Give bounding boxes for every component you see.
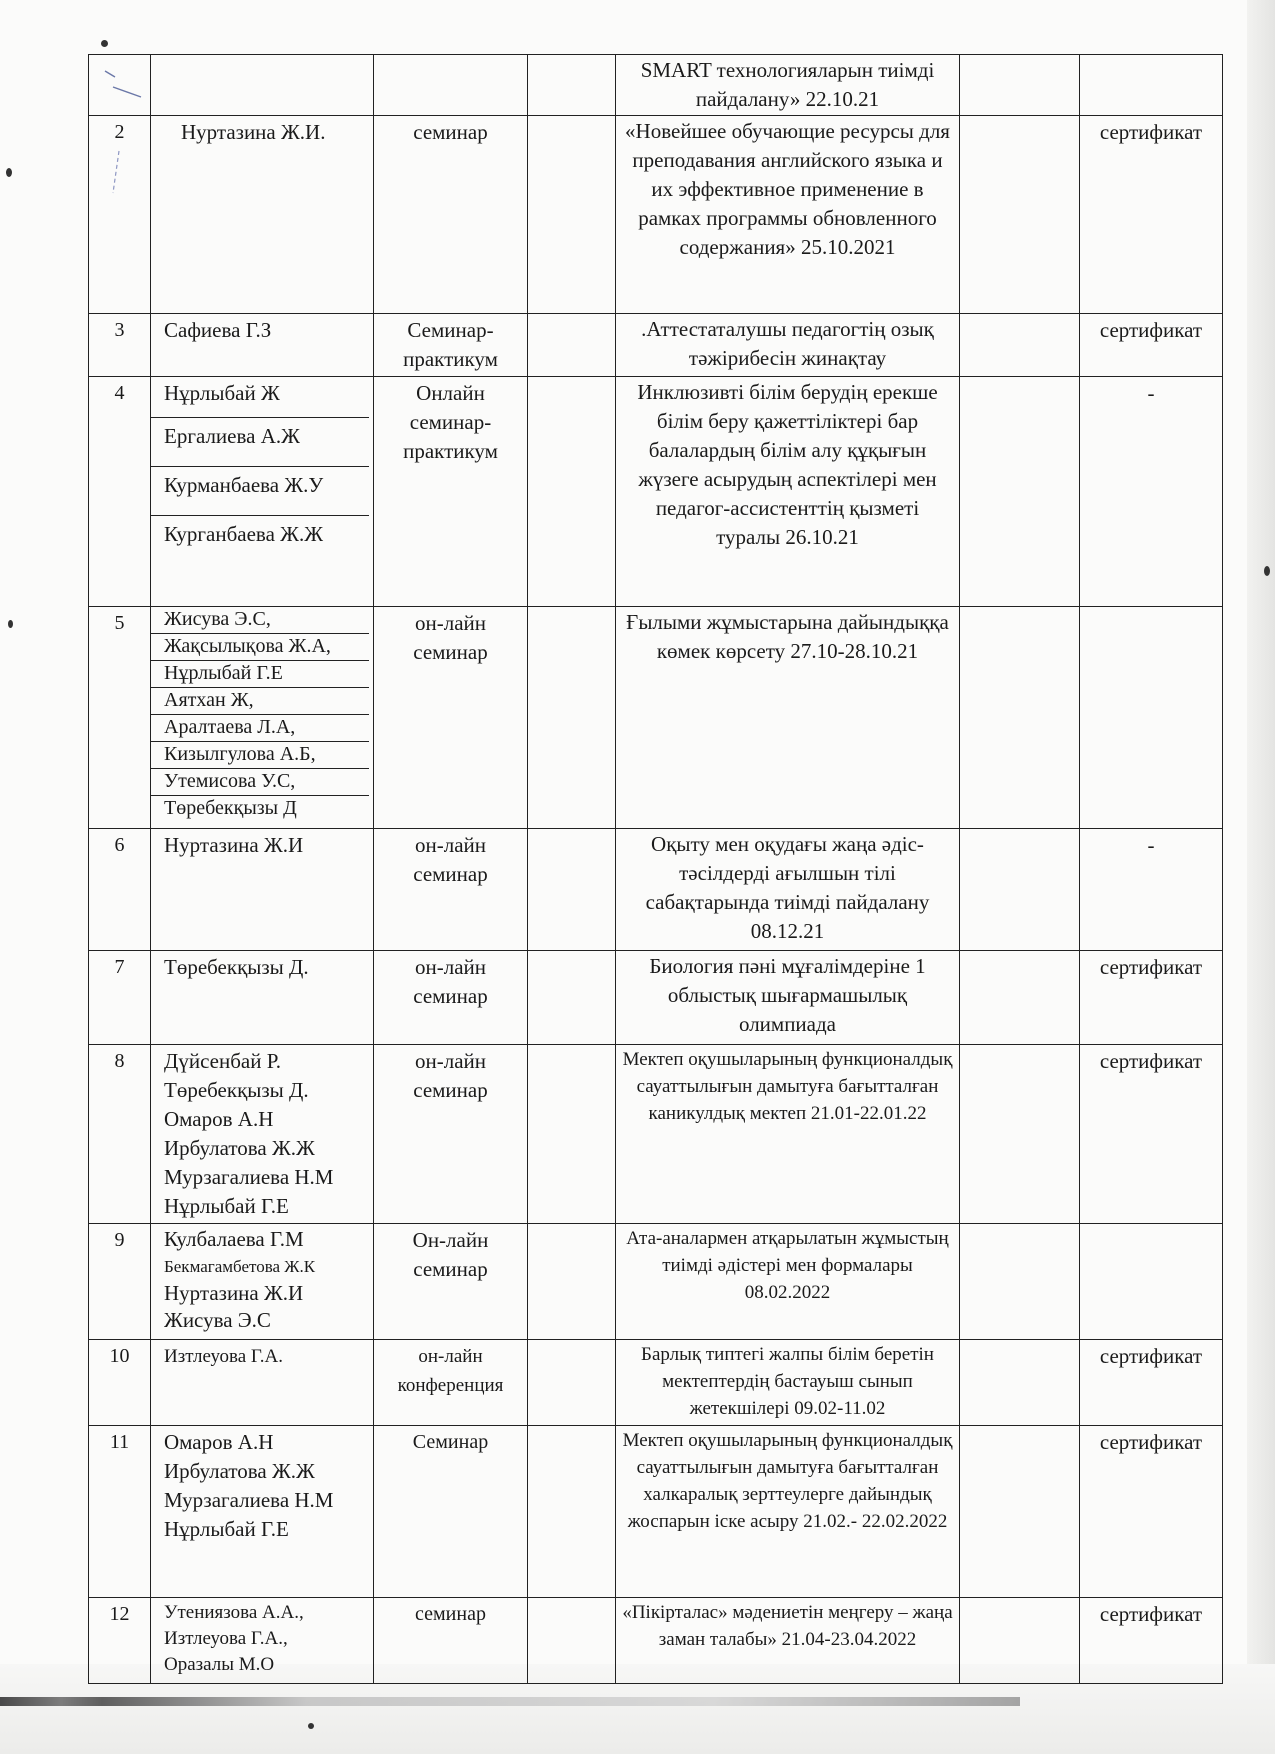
participant-name: Төребекқызы Д <box>164 797 297 819</box>
participant-name: Ергалиева А.Ж <box>151 418 369 467</box>
event-topic: Биология пәні мұғалімдеріне 1 облыстық шығармашылық олимпиада <box>616 951 960 1045</box>
empty-cell <box>960 377 1080 607</box>
participant-name: Кизылгулова А.Б, <box>151 742 369 769</box>
event-type: Онлайн семинар-практикум <box>374 377 528 607</box>
row-number: 9 <box>89 1224 151 1340</box>
empty-cell <box>960 1426 1080 1598</box>
empty-cell <box>528 1340 616 1426</box>
participant-name: Изтлеуова Г.А., <box>164 1628 288 1649</box>
empty-cell <box>528 1426 616 1598</box>
empty-cell <box>960 116 1080 314</box>
result-cell: сертификат <box>1080 1426 1223 1598</box>
empty-cell <box>528 377 616 607</box>
result-cell: сертификат <box>1080 1340 1223 1426</box>
participant-name: Мурзагалиева Н.М <box>164 1488 334 1512</box>
empty-cell <box>960 829 1080 951</box>
result-cell: сертификат <box>1080 116 1223 314</box>
table-row <box>89 1224 1223 1340</box>
result-cell <box>1080 1224 1223 1340</box>
empty-cell <box>960 607 1080 829</box>
participant-names <box>151 377 374 607</box>
event-topic: .Аттестаталушы педагогтің озық тәжірибесін жинақтау <box>616 314 960 377</box>
participant-name: Нұрлыбай Г.Е <box>164 1517 289 1541</box>
event-type: Семинар <box>374 1426 528 1598</box>
participant-names <box>151 1598 374 1684</box>
result-cell: - <box>1080 377 1223 607</box>
scan-speck <box>8 620 13 628</box>
participant-name: Омаров А.Н <box>164 1430 274 1454</box>
scan-speck <box>308 1723 314 1729</box>
event-type: он-лайн семинар <box>374 951 528 1045</box>
scan-artifact-bar <box>0 1697 1020 1706</box>
table-row <box>89 1045 1223 1224</box>
participant-names <box>151 951 374 1045</box>
event-topic: Барлық типтегі жалпы білім беретін мектептердің бастауыш сынып жетекшілері 09.02-11.02 <box>616 1340 960 1426</box>
empty-cell <box>960 314 1080 377</box>
empty-cell <box>528 829 616 951</box>
event-topic: Инклюзивті білім берудің ерекше білім беру қажеттіліктері бар балалардың білім алу құқығын жүзеге асырудың аспектілері мен педагог-ассистенттің қызметі туралы 26.10.21 <box>616 377 960 607</box>
empty-cell <box>528 1598 616 1684</box>
empty-cell <box>960 1045 1080 1224</box>
event-topic: SMART технологияларын тиімді пайдалану» 22.10.21 <box>616 55 960 116</box>
event-topic: Ата-аналармен атқарылатын жұмыстың тиімді әдістері мен формалары 08.02.2022 <box>616 1224 960 1340</box>
row-number <box>89 116 151 314</box>
participant-names <box>151 607 374 829</box>
empty-cell <box>960 1340 1080 1426</box>
participant-name: Изтлеуова Г.А. <box>164 1346 283 1367</box>
event-type: Он-лайн семинар <box>374 1224 528 1340</box>
row-number: 6 <box>89 829 151 951</box>
row-number: 7 <box>89 951 151 1045</box>
event-topic: Мектеп оқушыларының функционалдық сауаттылығын дамытуға бағытталған каникулдық мектеп 21.01-22.01.22 <box>616 1045 960 1224</box>
result-cell: сертификат <box>1080 314 1223 377</box>
empty-cell <box>528 55 616 116</box>
empty-cell <box>960 1598 1080 1684</box>
participant-names <box>151 1426 374 1598</box>
row-number: 11 <box>89 1426 151 1598</box>
participant-name: Жақсылықова Ж.А, <box>151 634 369 661</box>
scan-edge <box>1247 0 1275 1754</box>
event-type <box>374 55 528 116</box>
participant-names <box>151 829 374 951</box>
table-row <box>89 1340 1223 1426</box>
participant-name: Курганбаева Ж.Ж <box>164 522 324 546</box>
participant-name: Утениязова А.А., <box>164 1602 304 1623</box>
event-topic: Ғылыми жұмыстарына дайындыққа көмек көрсету 27.10-28.10.21 <box>616 607 960 829</box>
participant-name: Оразалы М.О <box>164 1654 275 1675</box>
event-type: он-лайн семинар <box>374 829 528 951</box>
table-row <box>89 377 1223 607</box>
participant-name: Нұрлыбай Ж <box>151 377 369 418</box>
row-number: 4 <box>89 377 151 607</box>
row-number: 10 <box>89 1340 151 1426</box>
empty-cell <box>960 951 1080 1045</box>
participant-name: Сафиева Г.З <box>164 318 272 342</box>
participant-name: Аралтаева Л.А, <box>151 715 369 742</box>
participant-name: Омаров А.Н <box>164 1107 274 1131</box>
event-topic: Оқыту мен оқудағы жаңа әдіс-тәсілдерді ағылшын тілі сабақтарында тиімді пайдалану 08.12.21 <box>616 829 960 951</box>
event-topic: «Новейшее обучающие ресурсы для преподавания английского языка и их эффективное применение в рамках программы обновленного содержания» 25.10.2021 <box>616 116 960 314</box>
result-cell: сертификат <box>1080 1045 1223 1224</box>
pen-stroke-mark <box>105 147 135 197</box>
event-type: семинар <box>374 116 528 314</box>
participant-name: Дүйсенбай Р. <box>164 1049 281 1073</box>
attendance-table-container <box>88 54 1222 1684</box>
participant-name: Нуртазина Ж.И <box>164 1281 304 1305</box>
row-number: 12 <box>89 1598 151 1684</box>
result-cell <box>1080 607 1223 829</box>
participant-names <box>151 1224 374 1340</box>
empty-cell <box>960 55 1080 116</box>
empty-cell <box>960 1224 1080 1340</box>
participant-names <box>151 1045 374 1224</box>
result-cell: сертификат <box>1080 1598 1223 1684</box>
table-row <box>89 607 1223 829</box>
table-row <box>89 116 1223 314</box>
empty-cell <box>528 314 616 377</box>
participant-name: Төребекқызы Д. <box>164 1078 309 1102</box>
event-type: он-лайн семинар <box>374 1045 528 1224</box>
empty-cell <box>528 951 616 1045</box>
seminar-table <box>88 54 1223 1684</box>
event-type: семинар <box>374 1598 528 1684</box>
table-row <box>89 1426 1223 1598</box>
result-cell <box>1080 55 1223 116</box>
participant-names <box>151 314 374 377</box>
table-row <box>89 951 1223 1045</box>
row-number: 5 <box>89 607 151 829</box>
participant-name: Утемисова У.С, <box>151 769 369 796</box>
result-cell: - <box>1080 829 1223 951</box>
event-topic: Мектеп оқушыларының функционалдық сауаттылығын дамытуға бағытталған халкаралық зерттеулерге дайындық жоспарын іске асыру 21.02.- 22.02.2022 <box>616 1426 960 1598</box>
participant-name: Кулбалаева Г.М <box>164 1227 304 1251</box>
row-number: 8 <box>89 1045 151 1224</box>
participant-name: Мурзагалиева Н.М <box>164 1165 334 1189</box>
participant-name: Жисува Э.С, <box>151 607 369 634</box>
participant-name: Нұрлыбай Г.Е <box>164 1194 289 1218</box>
event-type: Семинар-практикум <box>374 314 528 377</box>
participant-name: Нуртазина Ж.И <box>164 833 304 857</box>
event-type: он-лайн конференция <box>374 1340 528 1426</box>
row-number-text: 2 <box>114 121 125 143</box>
table-row <box>89 829 1223 951</box>
table-row <box>89 314 1223 377</box>
participant-names <box>151 55 374 116</box>
participant-name: Бекмагамбетова Ж.К <box>164 1257 316 1276</box>
result-cell: сертификат <box>1080 951 1223 1045</box>
participant-name: Төребекқызы Д. <box>164 955 309 979</box>
table-row <box>89 1598 1223 1684</box>
event-topic: «Пікірталас» мәдениетін меңгеру – жаңа заман талабы» 21.04-23.04.2022 <box>616 1598 960 1684</box>
empty-cell <box>528 607 616 829</box>
scan-speck <box>1264 566 1270 576</box>
scan-speck <box>6 168 12 177</box>
pen-stroke-mark <box>95 57 145 101</box>
scan-speck <box>101 40 108 47</box>
participant-name: Ирбулатова Ж.Ж <box>164 1459 315 1483</box>
participant-name: Жисува Э.С <box>164 1308 271 1332</box>
participant-name: Аятхан Ж, <box>151 688 369 715</box>
participant-name: Нұрлыбай Г.Е <box>151 661 369 688</box>
empty-cell <box>528 1045 616 1224</box>
row-number: 3 <box>89 314 151 377</box>
participant-name: Курманбаева Ж.У <box>151 467 369 516</box>
row-number <box>89 55 151 116</box>
participant-name: Нуртазина Ж.И. <box>181 120 326 144</box>
participant-names <box>151 116 374 314</box>
participant-name: Ирбулатова Ж.Ж <box>164 1136 315 1160</box>
event-type: он-лайн семинар <box>374 607 528 829</box>
table-row <box>89 55 1223 116</box>
participant-names <box>151 1340 374 1426</box>
empty-cell <box>528 1224 616 1340</box>
empty-cell <box>528 116 616 314</box>
